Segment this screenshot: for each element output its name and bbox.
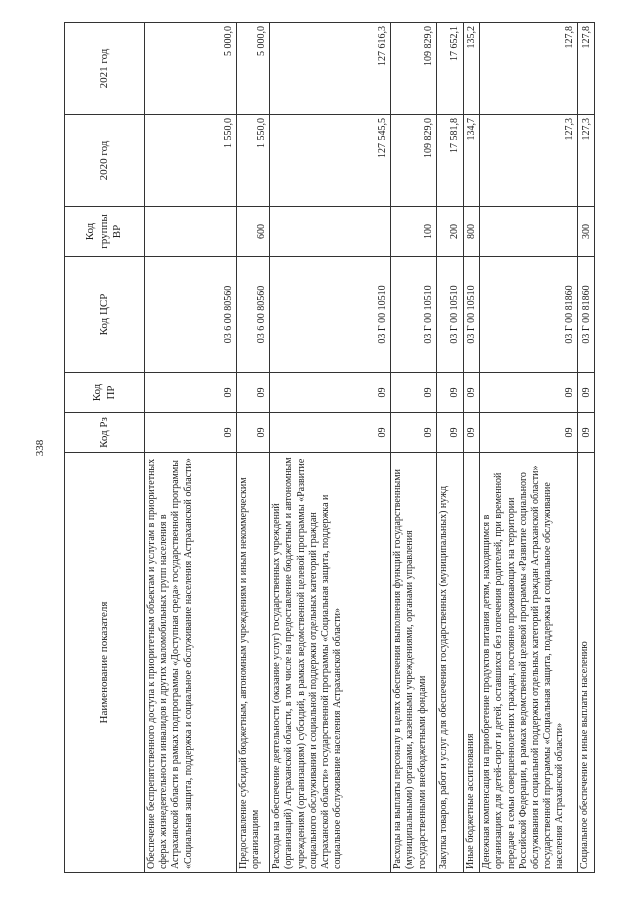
row-csr: 03 6 00 80560 xyxy=(145,257,237,373)
table-row xyxy=(270,23,391,873)
row-name: Иные бюджетные ассигнования xyxy=(463,453,480,873)
table-row xyxy=(436,23,463,873)
row-pr: 09 xyxy=(145,373,237,413)
row-2021: 109 829,0 xyxy=(391,23,437,115)
row-2020: 127 545,5 xyxy=(270,115,391,207)
row-vr: 800 xyxy=(463,207,480,257)
table-row xyxy=(463,23,480,873)
row-pr: 09 xyxy=(270,373,391,413)
row-2020: 1 550,0 xyxy=(237,115,270,207)
row-vr: 300 xyxy=(578,207,595,257)
row-2021: 17 652,1 xyxy=(436,23,463,115)
row-rz: 09 xyxy=(237,413,270,453)
row-vr xyxy=(145,207,237,257)
row-rz: 09 xyxy=(145,413,237,453)
row-name: Денежная компенсация на приобретение продуктов питания детям, находящимся в организациях для детей-сирот и детей, оставшихся без попечения родителей, при временной передаче в семьи совершеннолетних граждан, постоянно проживающих на территории Российской Федерации, в рамках ведомственной целевой программы «Развитие социального обслуживания и социальной поддержки отдельных категорий граждан Астраханской области» государственной программы «Социальная защита, поддержка и социальное обслуживание населения Астраханской области» xyxy=(480,453,578,873)
row-name: Расходы на выплаты персоналу в целях обеспечения выполнения функций государственными (муниципальными) органами, казенными учреждениями, органами управления государственными внебюджетными фондами xyxy=(391,453,437,873)
table-row xyxy=(480,23,578,873)
header-pr: Код ПР xyxy=(65,373,145,413)
header-rz: Код Рз xyxy=(65,413,145,453)
row-name: Расходы на обеспечение деятельности (оказание услуг) государственных учреждений (организаций) Астраханской области, в том числе на предоставление бюджетным и автономным учреждениям (организациям) субсидий, в рамках ведомственной целевой программы «Развитие социального обслуживания и социальной поддержки отдельных категорий граждан Астраханской области» государственной программы «Социальная защита, поддержка и социальное обслуживание населения Астраханской области» xyxy=(270,453,391,873)
row-name: Обеспечение беспрепятственного доступа к приоритетным объектам и услугам в приоритетных сферах жизнедеятельности инвалидов и других маломобильных групп населения в Астраханской области в рамках подпрограммы «Доступная среда» государственной программы «Социальная защита, поддержка и социальное обслуживание населения Астраханской области» xyxy=(145,453,237,873)
row-pr: 09 xyxy=(463,373,480,413)
row-2020: 109 829,0 xyxy=(391,115,437,207)
row-rz: 09 xyxy=(391,413,437,453)
table-body xyxy=(145,23,595,873)
row-rz: 09 xyxy=(270,413,391,453)
row-name: Социальное обеспечение и иные выплаты населению xyxy=(578,453,595,873)
row-vr xyxy=(480,207,578,257)
row-csr: 03 Г 00 10510 xyxy=(436,257,463,373)
header-2020: 2020 год xyxy=(65,115,145,207)
row-2021: 127,8 xyxy=(480,23,578,115)
row-vr: 200 xyxy=(436,207,463,257)
table-row xyxy=(391,23,437,873)
table-row xyxy=(145,23,237,873)
header-vr: Код группы ВР xyxy=(65,207,145,257)
row-2020: 17 581,8 xyxy=(436,115,463,207)
row-name: Предоставление субсидий бюджетным, автономным учреждениям и иным некоммерческим организациям xyxy=(237,453,270,873)
budget-table xyxy=(64,22,595,873)
row-rz: 09 xyxy=(436,413,463,453)
row-pr: 09 xyxy=(436,373,463,413)
row-2020: 127,3 xyxy=(480,115,578,207)
row-vr: 100 xyxy=(391,207,437,257)
row-csr: 03 Г 00 10510 xyxy=(270,257,391,373)
row-csr: 03 Г 00 10510 xyxy=(391,257,437,373)
row-2021: 135,2 xyxy=(463,23,480,115)
row-2021: 5 000,0 xyxy=(145,23,237,115)
row-2020: 127,3 xyxy=(578,115,595,207)
row-vr: 600 xyxy=(237,207,270,257)
row-vr xyxy=(270,207,391,257)
header-2021: 2021 год xyxy=(65,23,145,115)
row-csr: 03 6 00 80560 xyxy=(237,257,270,373)
header-csr: Код ЦСР xyxy=(65,257,145,373)
row-pr: 09 xyxy=(578,373,595,413)
row-rz: 09 xyxy=(480,413,578,453)
table-row xyxy=(237,23,270,873)
row-2020: 134,7 xyxy=(463,115,480,207)
row-2021: 127,8 xyxy=(578,23,595,115)
rotated-page xyxy=(64,23,595,873)
row-csr: 03 Г 00 81860 xyxy=(480,257,578,373)
row-name: Закупка товаров, работ и услуг для обеспечения государственных (муниципальных) нужд xyxy=(436,453,463,873)
header-name: Наименование показателя xyxy=(65,453,145,873)
page-number: 338 xyxy=(34,439,46,457)
row-2021: 127 616,3 xyxy=(270,23,391,115)
row-pr: 09 xyxy=(391,373,437,413)
row-2021: 5 000,0 xyxy=(237,23,270,115)
row-rz: 09 xyxy=(463,413,480,453)
header-row xyxy=(65,23,145,873)
table-row xyxy=(578,23,595,873)
row-rz: 09 xyxy=(578,413,595,453)
row-csr: 03 Г 00 10510 xyxy=(463,257,480,373)
row-csr: 03 Г 00 81860 xyxy=(578,257,595,373)
row-pr: 09 xyxy=(237,373,270,413)
row-2020: 1 550,0 xyxy=(145,115,237,207)
row-pr: 09 xyxy=(480,373,578,413)
